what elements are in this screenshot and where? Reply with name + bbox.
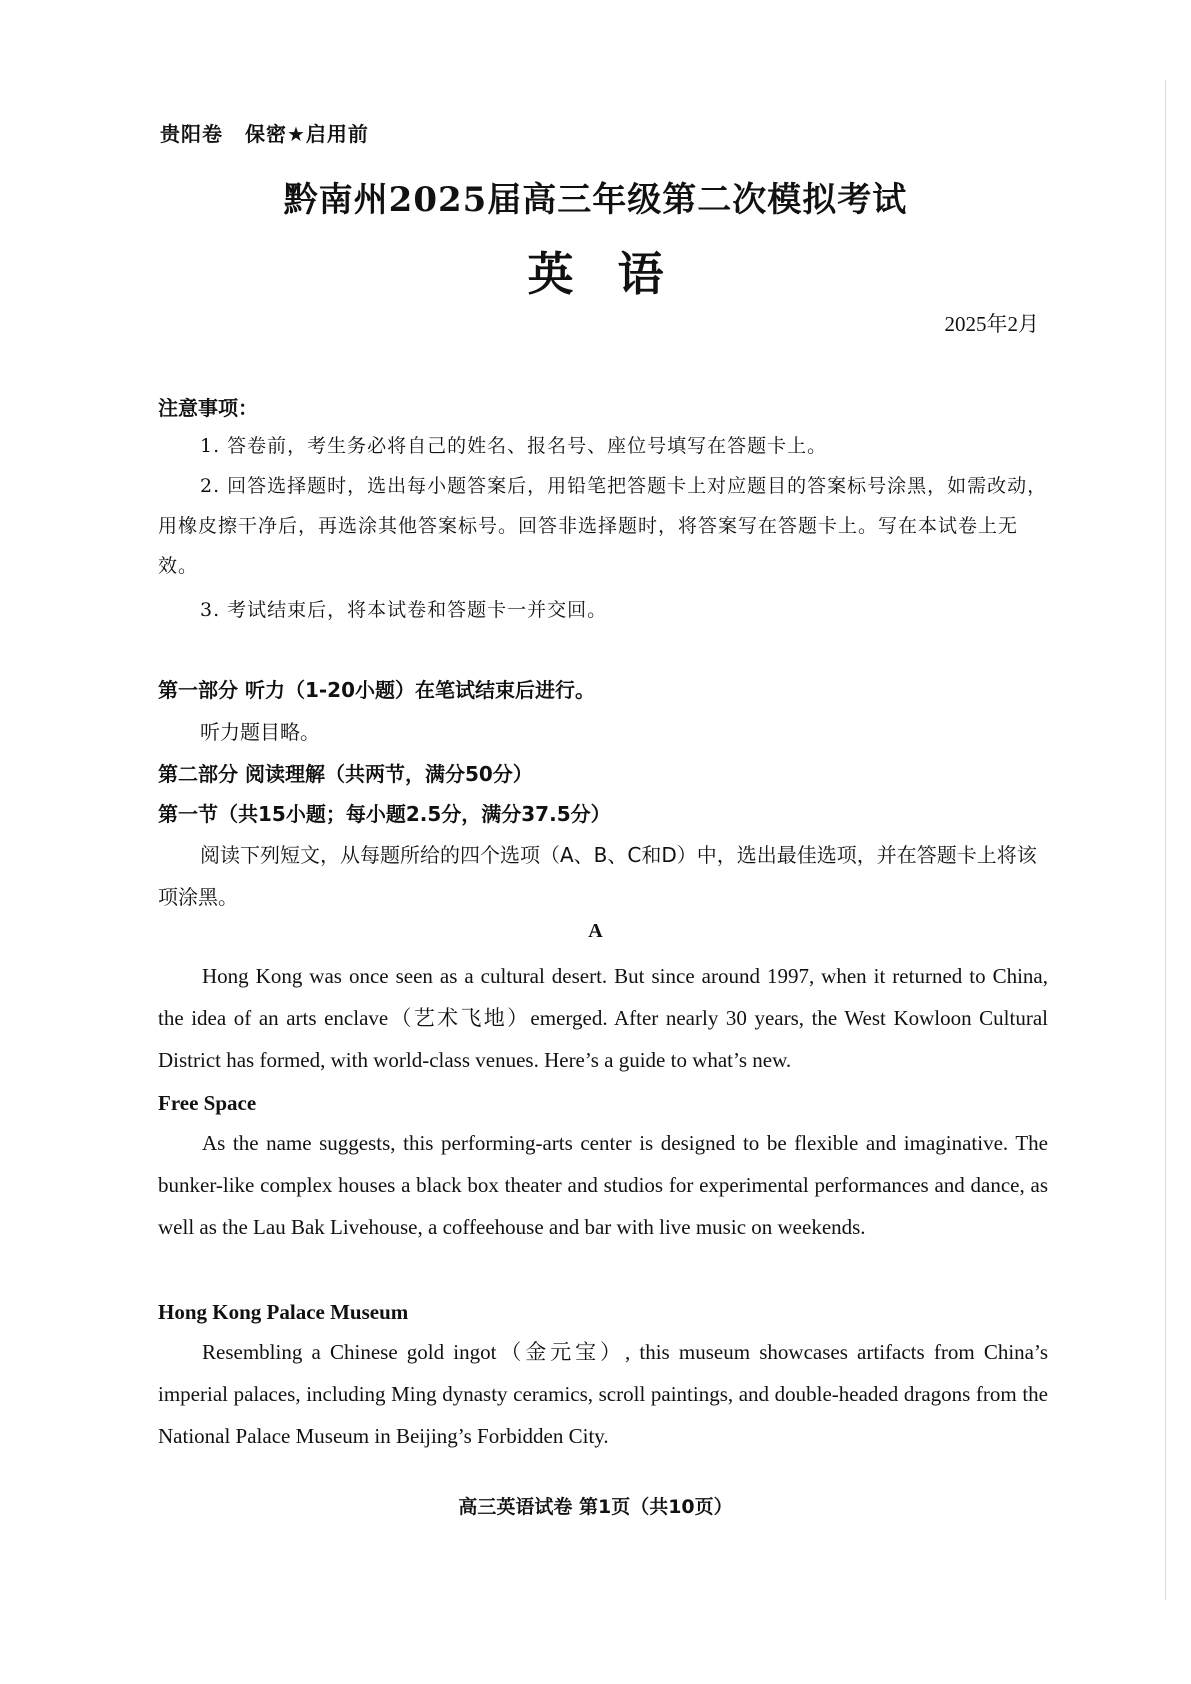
page-edge-rule (1165, 80, 1166, 1600)
note-item: 2. 回答选择题时，选出每小题答案后，用铅笔把答题卡上对应题目的答案标号涂黑，如需改动，用橡皮擦干净后，再选涂其他答案标号。回答非选择题时，将答案写在答题卡上。写在本试卷上无效。 (158, 475, 1048, 577)
passage-label: A (588, 920, 603, 942)
listening-omitted-note: 听力题目略。 (200, 720, 320, 744)
page-footer: 高三英语试卷 第1页（共10页） (458, 1496, 733, 1518)
note-item: 1. 答卷前，考生务必将自己的姓名、报名号、座位号填写在答题卡上。 (200, 435, 828, 457)
notes-title: 注意事项： (158, 396, 258, 420)
section-heading-free-space: Free Space (158, 1091, 257, 1115)
part2-heading: 第二部分 阅读理解（共两节，满分50分） (158, 762, 533, 786)
section-heading-palace-museum: Hong Kong Palace Museum (158, 1300, 409, 1324)
section1-heading: 第一节（共15小题；每小题2.5分，满分37.5分） (158, 802, 611, 826)
section-body-palace-museum: Resembling a Chinese gold ingot（金元宝）, this museum showcases artifacts from China’s imperial palaces, including Ming dynasty ceramics, scroll paintings, and double-headed dragons from the National Palace Museum in Beijing’s Forbidden City. (158, 1340, 1048, 1448)
exam-title: 黔南州2025届高三年级第二次模拟考试 (283, 180, 908, 220)
reading-instruction: 阅读下列短文，从每题所给的四个选项（A、B、C和D）中，选出最佳选项，并在答题卡上将该项涂黑。 (158, 843, 1037, 909)
header-tags (160, 118, 369, 147)
passage-intro: Hong Kong was once seen as a cultural desert. But since around 1997, when it returned to China, the idea of an arts enclave（艺术飞地）emerged. After nearly 30 years, the West Kowloon Cultural District has formed, with world-class venues. Here’s a guide to what’s new. (158, 964, 1048, 1072)
region-tag: 贵阳卷 (160, 122, 223, 146)
note-item: 3. 考试结束后，将本试卷和答题卡一并交回。 (200, 599, 608, 621)
part1-heading: 第一部分 听力（1-20小题）在笔试结束后进行。 (158, 678, 596, 702)
exam-date: 2025年2月 (944, 312, 1039, 336)
secret-tag: 保密★启用前 (245, 122, 369, 146)
section-body-free-space: As the name suggests, this performing-arts center is designed to be flexible and imaginative. The bunker-like complex houses a black box theater and studios for experimental performances and dance, as well as the Lau Bak Livehouse, a coffeehouse and bar with live music on weekends. (158, 1131, 1048, 1239)
subject-title: 英语 (527, 247, 708, 301)
